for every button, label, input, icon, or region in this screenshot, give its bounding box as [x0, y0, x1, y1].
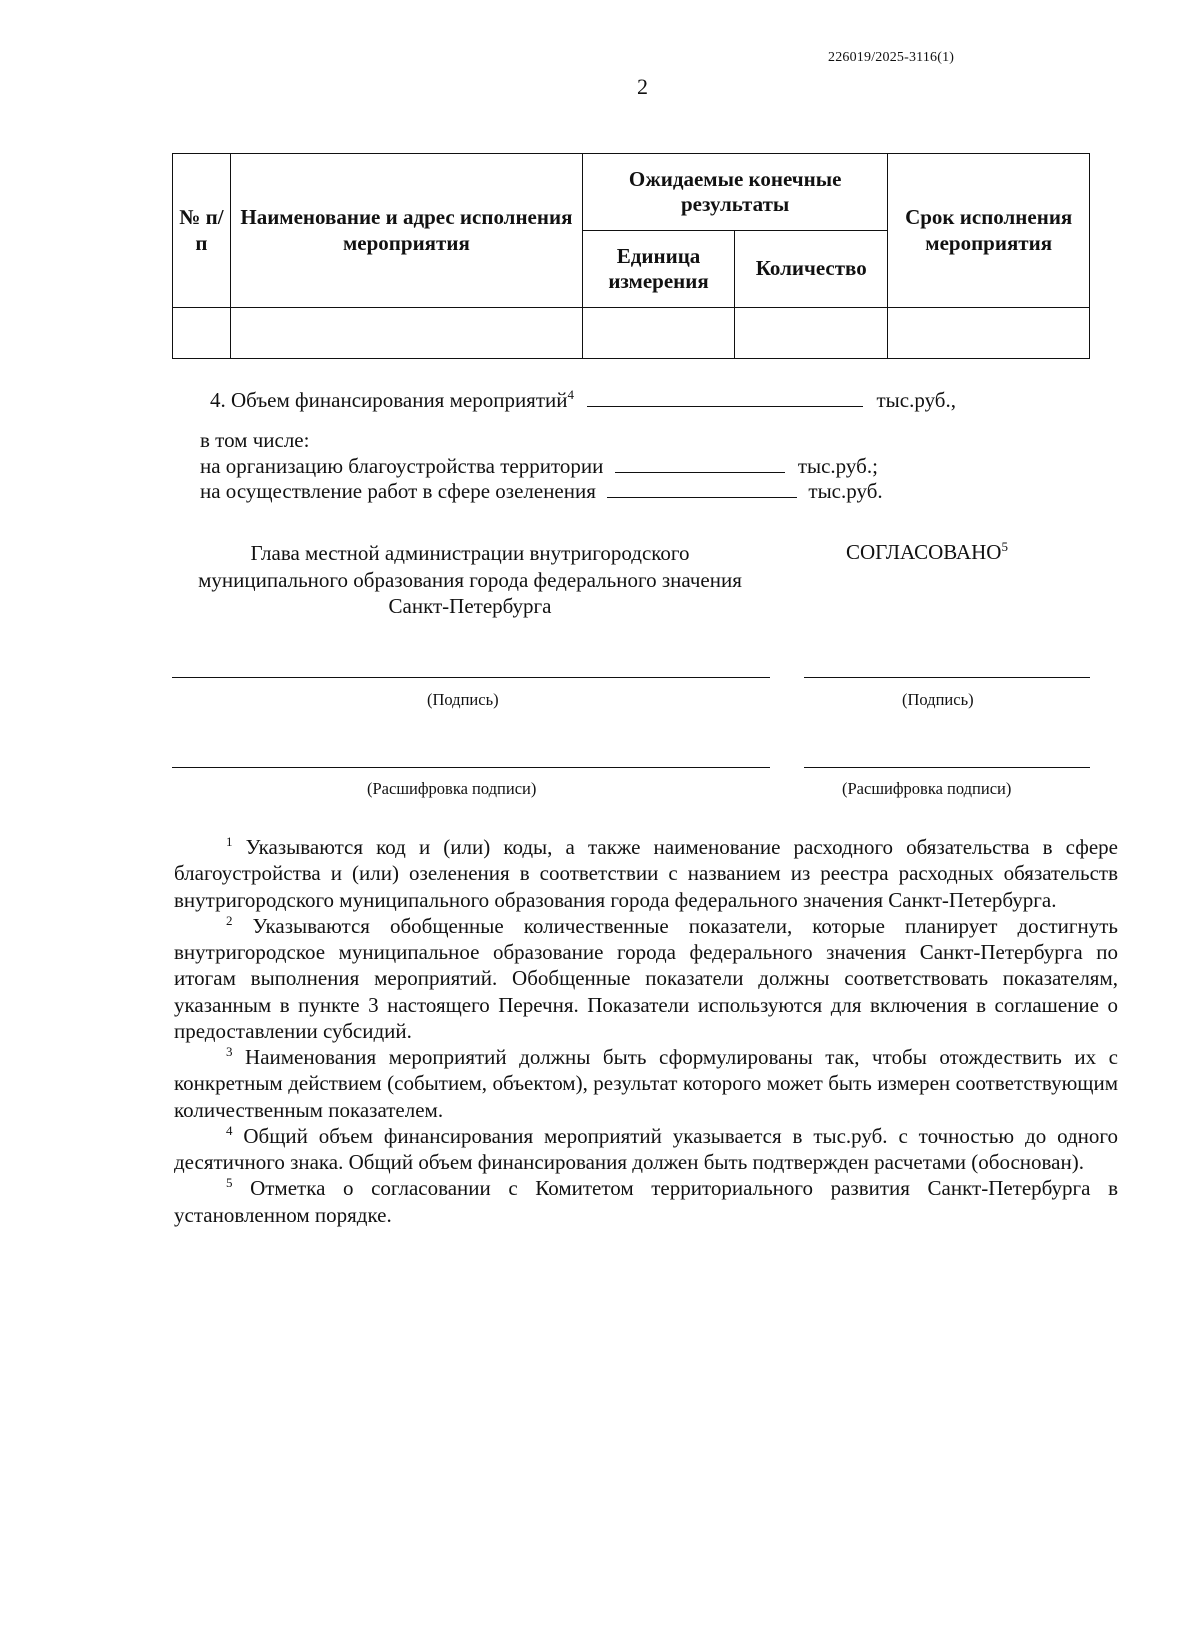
financing-including-label: в том числе:	[200, 428, 310, 452]
signature-line-head	[172, 677, 770, 678]
financing-total-unit: тыс.руб.,	[876, 388, 956, 412]
financing-total-blank	[587, 405, 863, 407]
header-cell-quantity: Количество	[735, 231, 888, 308]
decryption-caption-head: (Расшифровка подписи)	[367, 779, 537, 798]
footnote-text: Указываются обобщенные количественные показатели, которые планирует достигнуть внутригородское муниципальное образование города федерального значения Санкт-Петербурга по итогам выполнения мероприятий. Обобщенные показатели должны соответствовать показателям, указанным в пункте 3 настоящего Перечня. Показатели используются для включения в соглашение о предоставлении субсидий.	[174, 913, 1118, 1043]
agreed-label-block	[846, 540, 1008, 565]
footnote-4	[174, 1123, 1118, 1176]
financing-improvement-unit: тыс.руб.;	[797, 454, 878, 478]
footnote-mark: 3	[226, 1044, 233, 1059]
signature-caption-agreed: (Подпись)	[902, 690, 974, 709]
financing-improvement-blank	[615, 471, 785, 473]
agreed-label: СОГЛАСОВАНО	[846, 540, 1002, 564]
decryption-line-head	[172, 767, 770, 768]
footnote-2	[174, 913, 1118, 1044]
financing-total-line	[210, 387, 956, 412]
financing-total-label: 4. Объем финансирования мероприятий	[210, 388, 568, 412]
head-of-administration-title: Глава местной администрации внутригородского муниципального образования города федерального значения Санкт-Петербурга	[198, 541, 742, 619]
financing-greening-unit: тыс.руб.	[808, 479, 883, 503]
footnote-mark: 4	[226, 1122, 233, 1138]
table-cell-empty	[173, 308, 231, 359]
footnote-3	[174, 1044, 1118, 1123]
financing-improvement-label: на организацию благоустройства территории	[200, 454, 604, 478]
financing-improvement-line	[200, 456, 878, 477]
table-header-row	[173, 154, 1090, 231]
table-cell-empty	[582, 308, 734, 359]
footnote-text: Отметка о согласовании с Комитетом территориального развития Санкт-Петербурга в установленном порядке.	[174, 1176, 1118, 1227]
page-number: 2	[637, 74, 648, 99]
header-cell-number: № п/п	[173, 154, 231, 308]
table-cell-empty	[230, 308, 582, 359]
financing-greening-line	[200, 481, 883, 502]
signature-line-agreed	[804, 677, 1090, 678]
header-cell-name: Наименование и адрес исполнения мероприятия	[230, 154, 582, 308]
footnote-mark: 1	[226, 834, 233, 849]
header-cell-unit: Единица измерения	[582, 231, 734, 308]
decryption-line-agreed	[804, 767, 1090, 768]
header-cell-results: Ожидаемые конечные результаты	[582, 154, 887, 231]
table-cell-empty	[888, 308, 1090, 359]
footnote-1	[174, 834, 1118, 913]
agreed-footnote-mark: 5	[1001, 539, 1008, 554]
footnote-mark: 2	[226, 912, 233, 928]
financing-total-footnote-mark: 4	[567, 387, 574, 402]
footnote-5	[174, 1175, 1118, 1228]
financing-greening-blank	[607, 496, 797, 498]
results-table	[172, 153, 1090, 359]
footnote-text: Наименования мероприятий должны быть сформулированы так, чтобы отождествить их с конкретным действием (событием, объектом), результат которого может быть измерен соответствующим количественным показателем.	[174, 1045, 1118, 1122]
table-cell-empty	[735, 308, 888, 359]
footnote-mark: 5	[226, 1175, 233, 1191]
table-row	[173, 308, 1090, 359]
signature-caption-head: (Подпись)	[427, 690, 499, 709]
footnote-text: Общий объем финансирования мероприятий указывается в тыс.руб. с точностью до одного десятичного знака. Общий объем финансирования должен быть подтвержден расчетами (обоснован).	[174, 1123, 1118, 1174]
footnote-text: Указываются код и (или) коды, а также наименование расходного обязательства в сфере благоустройства и (или) озеленения в соответствии с названием из реестра расходных обязательств внутригородского муниципального образования города федерального значения Санкт-Петербурга.	[174, 835, 1118, 912]
financing-greening-label: на осуществление работ в сфере озеленения	[200, 479, 596, 503]
registration-number: 226019/2025-3116(1)	[828, 50, 955, 65]
footnotes	[174, 834, 1118, 1228]
header-cell-term: Срок исполнения мероприятия	[888, 154, 1090, 308]
decryption-caption-agreed: (Расшифровка подписи)	[842, 779, 1012, 798]
